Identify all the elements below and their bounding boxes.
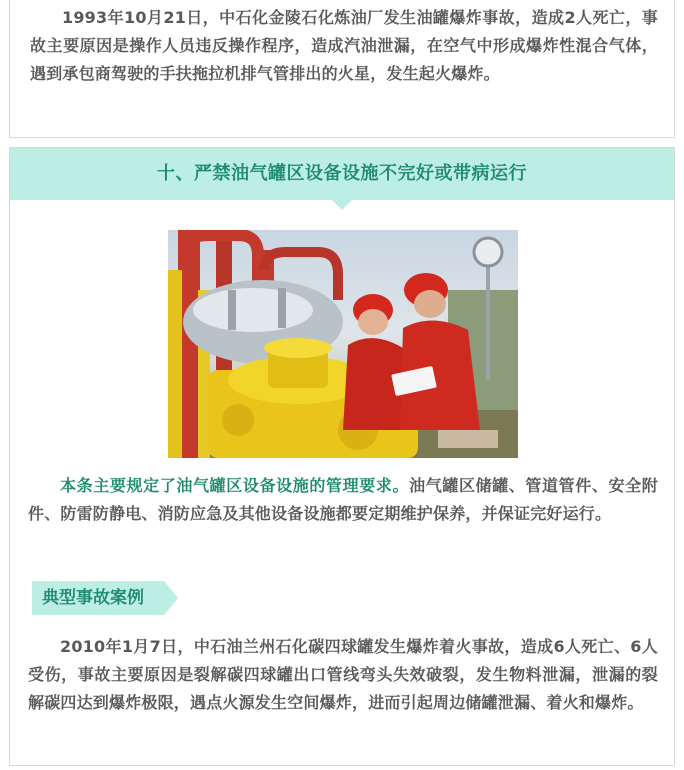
section-intro-rest: 油气罐区储罐、管道管件、安全附件、防雷防静电、消防应急及其他设备设施都要定期维护保养，并保证完好运行。 <box>28 476 658 523</box>
section-title: 十、严禁油气罐区设备设施不完好或带病运行 <box>157 163 527 184</box>
section-card <box>9 147 675 766</box>
previous-case-card <box>9 0 675 138</box>
case-tag-arrow <box>164 581 178 615</box>
section-intro-paragraph <box>28 472 658 528</box>
case-tag <box>32 581 180 615</box>
case-paragraph: 2010年1月7日，中石油兰州石化碳四球罐发生爆炸着火事故，造成6人死亡、6人受伤，事故主要原因是裂解碳四球罐出口管线弯头失效破裂，发生物料泄漏，泄漏的裂解碳四达到爆炸极限，遇点火源发生空间爆炸，进而引起周边储罐泄漏、着火和爆炸。 <box>28 637 658 712</box>
workers-inspecting-valve-photo <box>168 230 518 458</box>
previous-case-paragraph: 1993年10月21日，中石化金陵石化炼油厂发生油罐爆炸事故，造成2人死亡，事故主要原因是操作人员违反操作程序，造成汽油泄漏，在空气中形成爆炸性混合气体，遇到承包商驾驶的手扶拖拉机排气管排出的火星，发生起火爆炸。 <box>30 8 658 83</box>
section-intro-lead: 本条主要规定了油气罐区设备设施的管理要求。 <box>60 476 410 495</box>
case-tag-label: 典型事故案例 <box>42 588 144 608</box>
section-header-band <box>10 148 674 200</box>
header-notch-arrow <box>332 200 352 210</box>
